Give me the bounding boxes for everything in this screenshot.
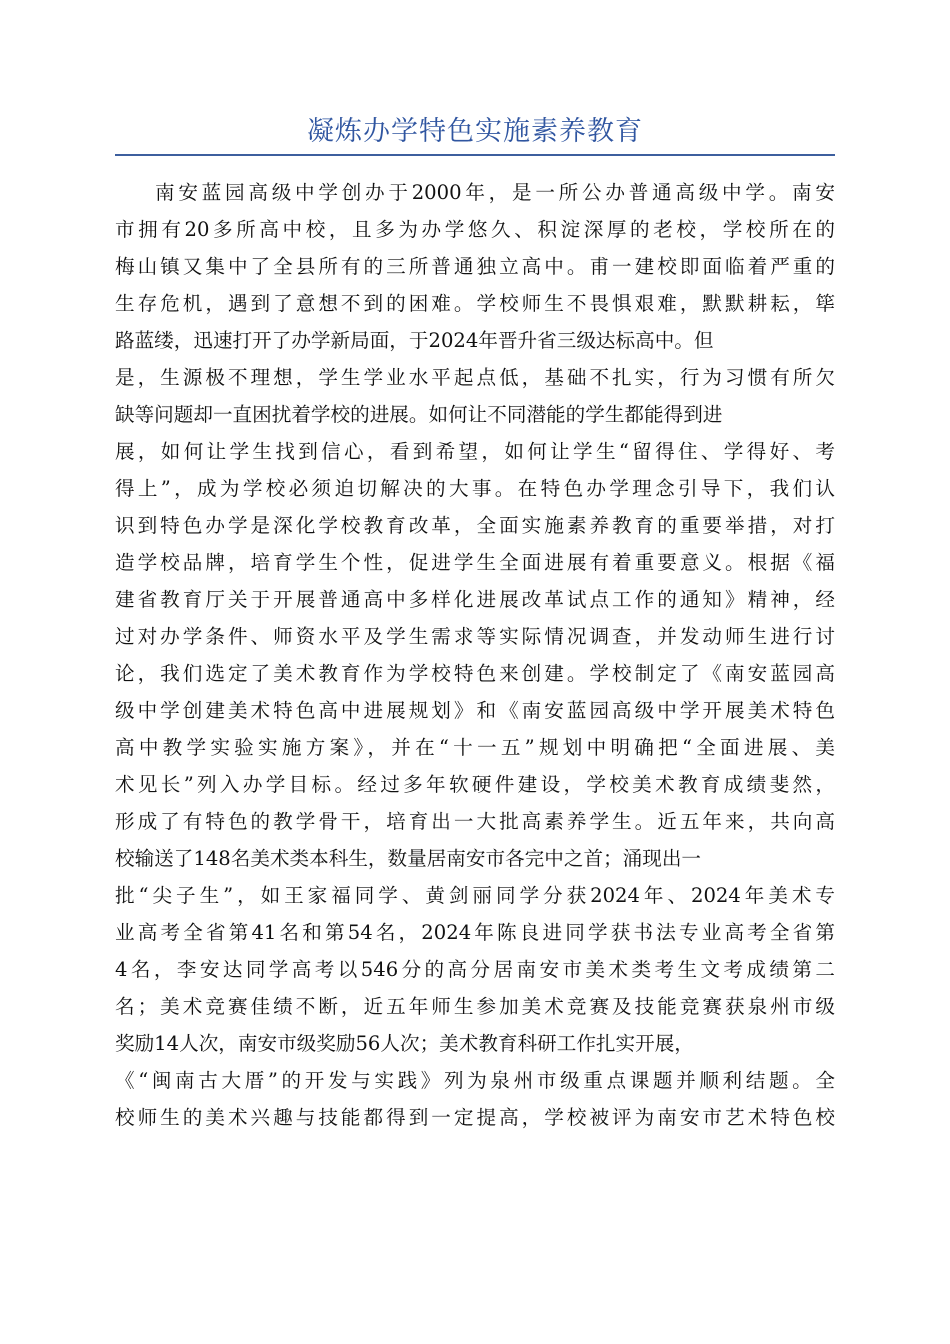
text-line: 缺等问题却一直困扰着学校的进展。如何让不同潜能的学生都能得到进: [115, 403, 723, 426]
text-line: 级中学创建美术特色高中进展规划》和《南安蓝园高级中学开展美术特色: [115, 699, 835, 722]
text-line: 形成了有特色的教学骨干，培育出一大批高素养学生。近五年来，共向高: [115, 810, 835, 833]
text-line: 批“尖子生”，如王家福同学、黄剑丽同学分获2024年、2024年美术专: [115, 884, 835, 907]
text-line: 南安蓝园高级中学创办于2000年，是一所公办普通高级中学。南安: [155, 181, 835, 204]
text-line: 识到特色办学是深化学校教育改革，全面实施素养教育的重要举措，对打: [115, 514, 835, 537]
body-paragraph: [115, 174, 835, 1136]
text-line: 造学校品牌，培育学生个性，促进学生全面进展有着重要意义。根据《福: [115, 551, 835, 574]
text-line: 展，如何让学生找到信心，看到希望，如何让学生“留得住、学得好、考: [115, 440, 835, 463]
text-line: 过对办学条件、师资水平及学生需求等实际情况调查，并发动师生进行讨: [115, 625, 835, 648]
text-line: 奖励14人次，南安市级奖励56人次；美术教育科研工作扎实开展，: [115, 1032, 694, 1055]
text-line: 名；美术竞赛佳绩不断，近五年师生参加美术竞赛及技能竞赛获泉州市级: [115, 995, 835, 1018]
document-title: 凝炼办学特色实施素养教育: [307, 116, 643, 147]
text-line: 4名，李安达同学高考以546分的高分居南安市美术类考生文考成绩第二: [115, 958, 835, 981]
text-line: 路蓝缕，迅速打开了办学新局面，于2024年晋升省三级达标高中。但: [115, 329, 714, 352]
text-line: 高中教学实验实施方案》，并在“十一五”规划中明确把“全面进展、美: [115, 736, 835, 759]
text-line: 校师生的美术兴趣与技能都得到一定提高，学校被评为南安市艺术特色校: [115, 1106, 835, 1129]
text-line: 论，我们选定了美术教育作为学校特色来创建。学校制定了《南安蓝园高: [115, 662, 835, 685]
text-line: 市拥有20多所高中校，且多为办学悠久、积淀深厚的老校，学校所在的: [115, 218, 835, 241]
text-line: 校输送了148名美术类本科生，数量居南安市各完中之首；涌现出一: [115, 847, 702, 870]
text-line: 业高考全省第41名和第54名，2024年陈良进同学获书法专业高考全省第: [115, 921, 835, 944]
title-underline: [115, 154, 835, 156]
text-line: 生存危机，遇到了意想不到的困难。学校师生不畏惧艰难，默默耕耘，筚: [115, 292, 835, 315]
text-line: 是，生源极不理想，学生学业水平起点低，基础不扎实，行为习惯有所欠: [115, 366, 835, 389]
text-line: 得上”，成为学校必须迫切解决的大事。在特色办学理念引导下，我们认: [115, 477, 835, 500]
text-line: 建省教育厅关于开展普通高中多样化进展改革试点工作的通知》精神，经: [115, 588, 835, 611]
text-line: 术见长”列入办学目标。经过多年软硬件建设，学校美术教育成绩斐然，: [115, 773, 835, 796]
text-line: 梅山镇又集中了全县所有的三所普通独立高中。甫一建校即面临着严重的: [115, 255, 835, 278]
text-line: 《“闽南古大厝”的开发与实践》列为泉州市级重点课题并顺利结题。全: [115, 1069, 835, 1092]
